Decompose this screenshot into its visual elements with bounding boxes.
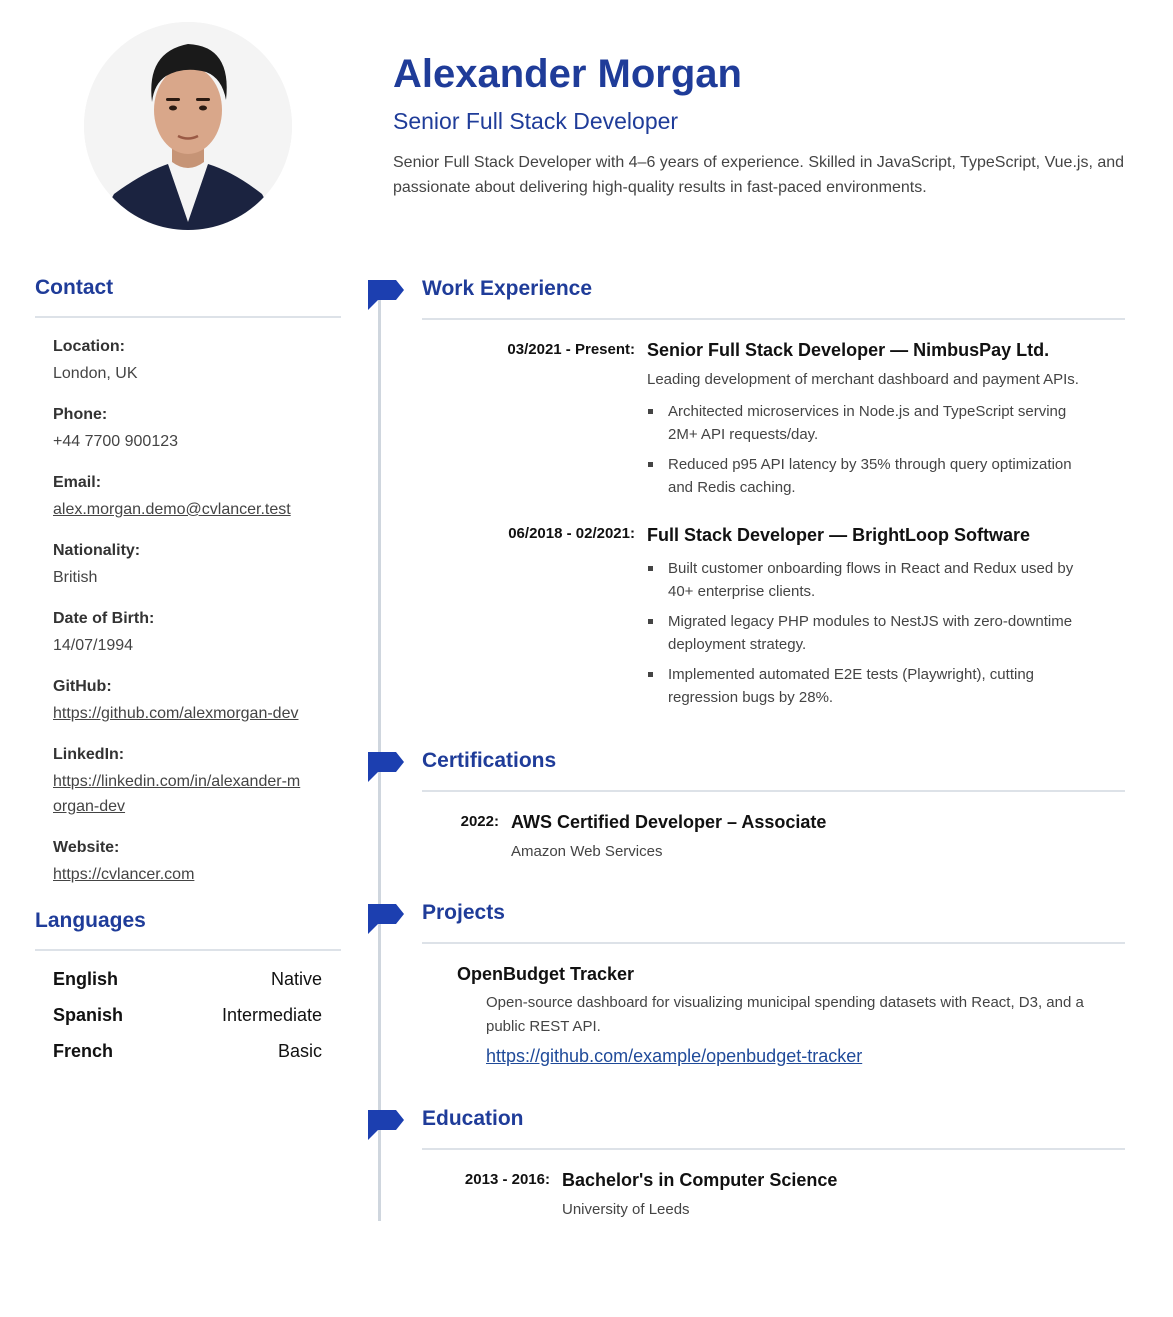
certification-issuer: Amazon Web Services (511, 843, 663, 860)
candidate-name: Alexander Morgan (393, 52, 742, 96)
education-section (422, 1107, 1125, 1150)
language-item (53, 1005, 322, 1041)
contact-label: Website: (53, 839, 120, 856)
education-date: 2013 - 2016: (464, 1171, 550, 1188)
divider (35, 949, 341, 951)
bullet-item: Implemented automated E2E tests (Playwright), cutting regression bugs by 28%. (647, 663, 1087, 709)
contact-value: +44 7700 900123 (53, 433, 179, 450)
divider (422, 1148, 1125, 1150)
work-experience-heading: Work Experience (422, 277, 593, 300)
website-link[interactable]: https://cvlancer.com (53, 866, 195, 883)
flag-icon (368, 1110, 404, 1140)
contact-list (35, 336, 341, 887)
contact-nationality (53, 540, 341, 590)
bullet-item: Reduced p95 API latency by 35% through query optimization and Redis caching. (647, 453, 1087, 499)
job-bullets (647, 557, 1087, 716)
github-link[interactable]: https://github.com/alexmorgan-dev (53, 705, 299, 722)
linkedin-link[interactable]: https://linkedin.com/in/alexander-morgan-dev (53, 773, 301, 815)
language-name: English (53, 969, 119, 989)
projects-heading: Projects (422, 901, 505, 924)
contact-heading: Contact (35, 276, 114, 299)
contact-github (53, 676, 341, 726)
contact-value: 14/07/1994 (53, 637, 134, 654)
contact-label: Location: (53, 338, 125, 355)
flag-icon (368, 752, 404, 782)
language-level: Basic (277, 1041, 322, 1061)
contact-label: GitHub: (53, 678, 112, 695)
job-date: 06/2018 - 02/2021: (508, 525, 635, 542)
contact-label: Date of Birth: (53, 610, 155, 627)
job-title: Full Stack Developer — BrightLoop Software (647, 525, 1031, 545)
certifications-heading: Certifications (422, 749, 557, 772)
job-date: 03/2021 - Present: (507, 341, 635, 358)
job-bullets (647, 400, 1087, 506)
project-description: Open-source dashboard for visualizing municipal spending datasets with React, D3, and a public REST API. (486, 994, 1084, 1035)
work-experience-section (422, 277, 1125, 320)
bullet-item: Architected microservices in Node.js and TypeScript serving 2M+ API requests/day. (647, 400, 1087, 446)
email-link[interactable]: alex.morgan.demo@cvlancer.test (53, 501, 291, 518)
certification-title: AWS Certified Developer – Associate (511, 812, 827, 832)
project-name: OpenBudget Tracker (457, 964, 635, 984)
languages-list (35, 969, 322, 1077)
bullet-item: Built customer onboarding flows in React and Redux used by 40+ enterprise clients. (647, 557, 1087, 603)
left-column (35, 276, 341, 1077)
contact-email (53, 472, 341, 522)
contact-label: LinkedIn: (53, 746, 125, 763)
flag-icon (368, 280, 404, 310)
contact-phone (53, 404, 341, 454)
divider (422, 790, 1125, 792)
education-school: University of Leeds (562, 1201, 690, 1218)
divider (35, 316, 341, 318)
language-name: Spanish (53, 1005, 124, 1025)
projects-section (422, 901, 1125, 944)
flag-icon (368, 904, 404, 934)
education-heading: Education (422, 1107, 524, 1130)
contact-value: London, UK (53, 365, 138, 382)
contact-value: British (53, 569, 98, 586)
contact-label: Phone: (53, 406, 108, 423)
divider (422, 942, 1125, 944)
certifications-section (422, 749, 1125, 792)
language-item (53, 969, 322, 1005)
language-name: French (53, 1041, 114, 1061)
education-degree: Bachelor's in Computer Science (562, 1170, 838, 1190)
job-description: Leading development of merchant dashboard and payment APIs. (647, 371, 1079, 388)
language-item (53, 1041, 322, 1077)
contact-linkedin (53, 744, 341, 819)
contact-website (53, 837, 341, 887)
project-link[interactable]: https://github.com/example/openbudget-tracker (486, 1046, 863, 1066)
contact-label: Email: (53, 474, 102, 491)
contact-dob (53, 608, 341, 658)
bullet-item: Migrated legacy PHP modules to NestJS with zero-downtime deployment strategy. (647, 610, 1087, 656)
certification-date: 2022: (460, 813, 499, 830)
divider (422, 318, 1125, 320)
job-title: Senior Full Stack Developer — NimbusPay Ltd. (647, 340, 1050, 360)
contact-label: Nationality: (53, 542, 141, 559)
profile-photo (84, 22, 292, 230)
contact-location (53, 336, 341, 386)
profile-summary: Senior Full Stack Developer with 4–6 years of experience. Skilled in JavaScript, TypeScript, Vue.js, and passionate about delivering high-quality results in fast-paced environments. (393, 154, 1125, 196)
language-level: Intermediate (221, 1005, 322, 1025)
languages-heading: Languages (35, 909, 146, 932)
job-title: Senior Full Stack Developer (393, 108, 679, 134)
language-level: Native (270, 969, 322, 989)
